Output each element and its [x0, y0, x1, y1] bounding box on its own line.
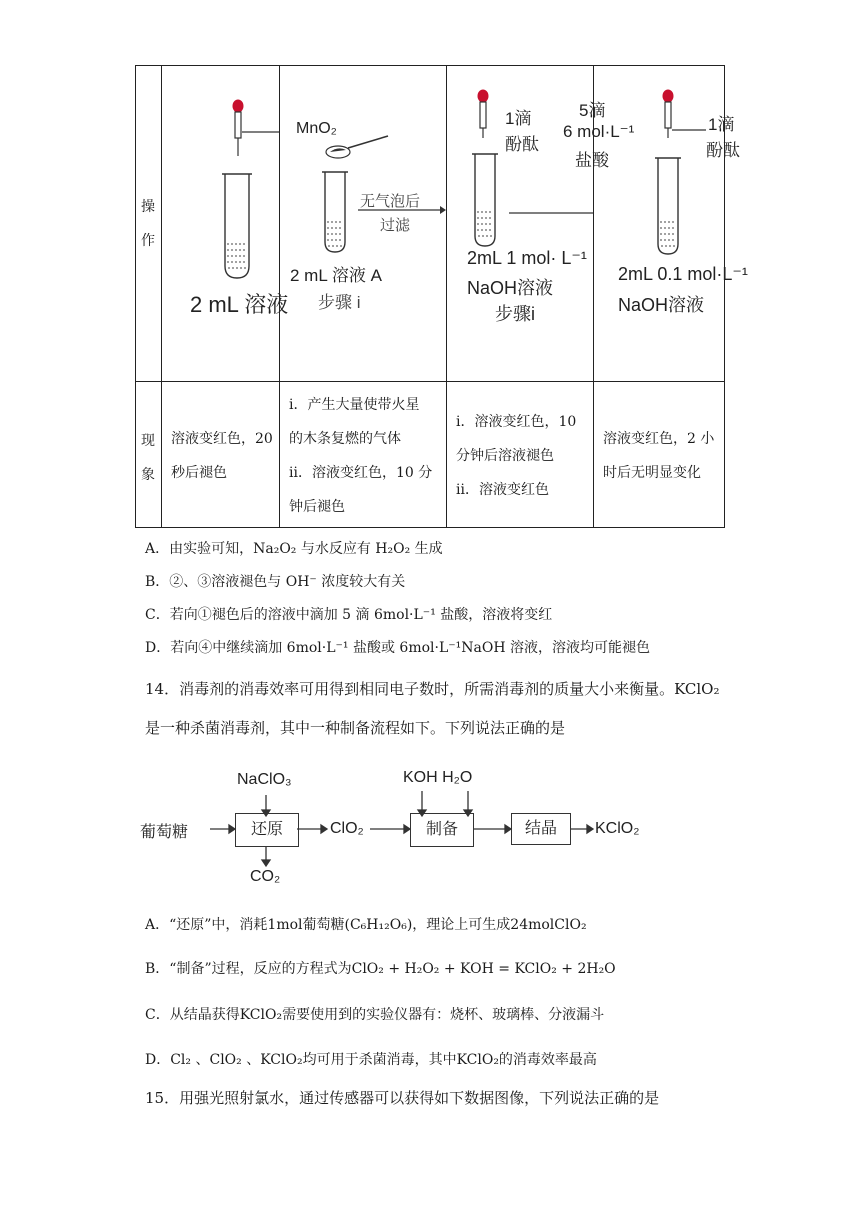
row-header-operation: 操 作: [141, 199, 155, 249]
right-label-top: 5滴: [579, 101, 606, 120]
q14-option-a: A．“还原”中，消耗1mol葡萄糖(C₆H₁₂O₆)，理论上可生成24molClO₂: [145, 917, 587, 933]
q13-option-b: B．②、③溶液褪色与 OH⁻ 浓度较大有关: [145, 574, 406, 590]
row-header-phenomenon: 现 象: [141, 433, 155, 483]
mno2-filter-diagram: [280, 66, 446, 381]
figure-3-label-2: NaOH溶液: [467, 278, 554, 298]
flow-product-kclo2: KClO₂: [595, 820, 640, 837]
figure-experiment-1: [162, 66, 289, 381]
experiment-table: [135, 65, 748, 528]
flow-box-prepare: 制备: [410, 813, 474, 847]
flow-box-reduce: 还原: [235, 813, 299, 847]
q14-option-b: B．“制备”过程，反应的方程式为ClO₂ + H₂O₂ + KOH = KClO₂ + 2H₂O: [145, 961, 616, 977]
q15-stem: 15．用强光照射氯水，通过传感器可以获得如下数据图像，下列说法正确的是: [145, 1089, 660, 1107]
flow-diagram: [140, 765, 660, 895]
figure-experiment-4: [594, 66, 748, 381]
flow-box-crystallize: 结晶: [511, 813, 571, 845]
right-label-mid: 6 mol·L⁻¹: [563, 122, 635, 141]
naoh-01mol-diagram: [594, 66, 724, 381]
q13-option-a: A．由实验可知，Na₂O₂ 与水反应有 H₂O₂ 生成: [145, 541, 443, 557]
figure-3-label-1: 2mL 1 mol· L⁻¹: [467, 248, 587, 268]
q14-option-d: D．Cl₂ 、ClO₂ 、KClO₂均可用于杀菌消毒，其中KClO₂的消毒效率最高: [145, 1052, 597, 1068]
q13-option-c: C．若向①褪色后的溶液中滴加 5 滴 6mol·L⁻¹ 盐酸，溶液将变红: [145, 607, 553, 623]
right-label-bot: 盐酸: [575, 151, 609, 170]
test-tube-dropper-diagram: [162, 66, 279, 381]
figure-1-label: 2 mL 溶液: [190, 292, 289, 317]
flow-arrows: [140, 765, 660, 895]
figure-4-label-1: 2mL 0.1 mol·L⁻¹: [618, 264, 748, 284]
dropper-label: 1滴: [708, 115, 735, 134]
dropper-label-2: 酚酞: [505, 135, 539, 154]
flow-input-glucose: 葡萄糖: [140, 824, 189, 841]
figure-experiment-2: [280, 66, 446, 381]
figure-4-label-2: NaOH溶液: [618, 295, 705, 315]
figure-3-step: 步骤i: [495, 304, 535, 324]
figure-2-label: 2 mL 溶液 A: [290, 266, 382, 285]
flow-input-naclo3: NaClO₃: [237, 771, 292, 788]
phenomenon-cell-4: 溶液变红色，2 小 时后无明显变化: [603, 431, 715, 481]
phenomenon-cell-1: 溶液变红色，20 秒后褪色: [171, 431, 273, 481]
phenomenon-cell-3: ⅰ．溶液变红色，10 分钟后溶液褪色 ⅱ．溶液变红色: [456, 414, 577, 498]
flow-input-koh-h2o: KOH H₂O: [403, 769, 473, 786]
flow-output-co2: CO₂: [250, 868, 281, 885]
q14-option-c: C．从结晶获得KClO₂需要使用到的实验仪器有：烧杯、玻璃棒、分液漏斗: [145, 1007, 605, 1023]
flow-mid-clo2: ClO₂: [330, 820, 364, 837]
dropper-label: 1滴: [505, 109, 532, 128]
dropper-label-2: 酚酞: [706, 141, 740, 160]
figure-experiment-3: [447, 66, 635, 381]
arrow-label-bottom: 过滤: [380, 217, 411, 234]
q14-stem-line1: 14．消毒剂的消毒效率可用得到相同电子数时，所需消毒剂的质量大小来衡量。KClO₂: [145, 680, 720, 698]
q14-stem-line2: 是一种杀菌消毒剂，其中一种制备流程如下。下列说法正确的是: [145, 719, 566, 737]
q13-option-d: D．若向④中继续滴加 6mol·L⁻¹ 盐酸或 6mol·L⁻¹NaOH 溶液，溶液均可能褪色: [145, 640, 650, 656]
figure-2-step: 步骤 i: [318, 293, 361, 312]
phenomenon-cell-2: ⅰ．产生大量使带火星 的木条复燃的气体 ⅱ．溶液变红色，10 分 钟后褪色: [289, 397, 433, 515]
reagent-mno2: MnO₂: [296, 120, 337, 137]
arrow-label-top: 无气泡后: [360, 193, 421, 210]
